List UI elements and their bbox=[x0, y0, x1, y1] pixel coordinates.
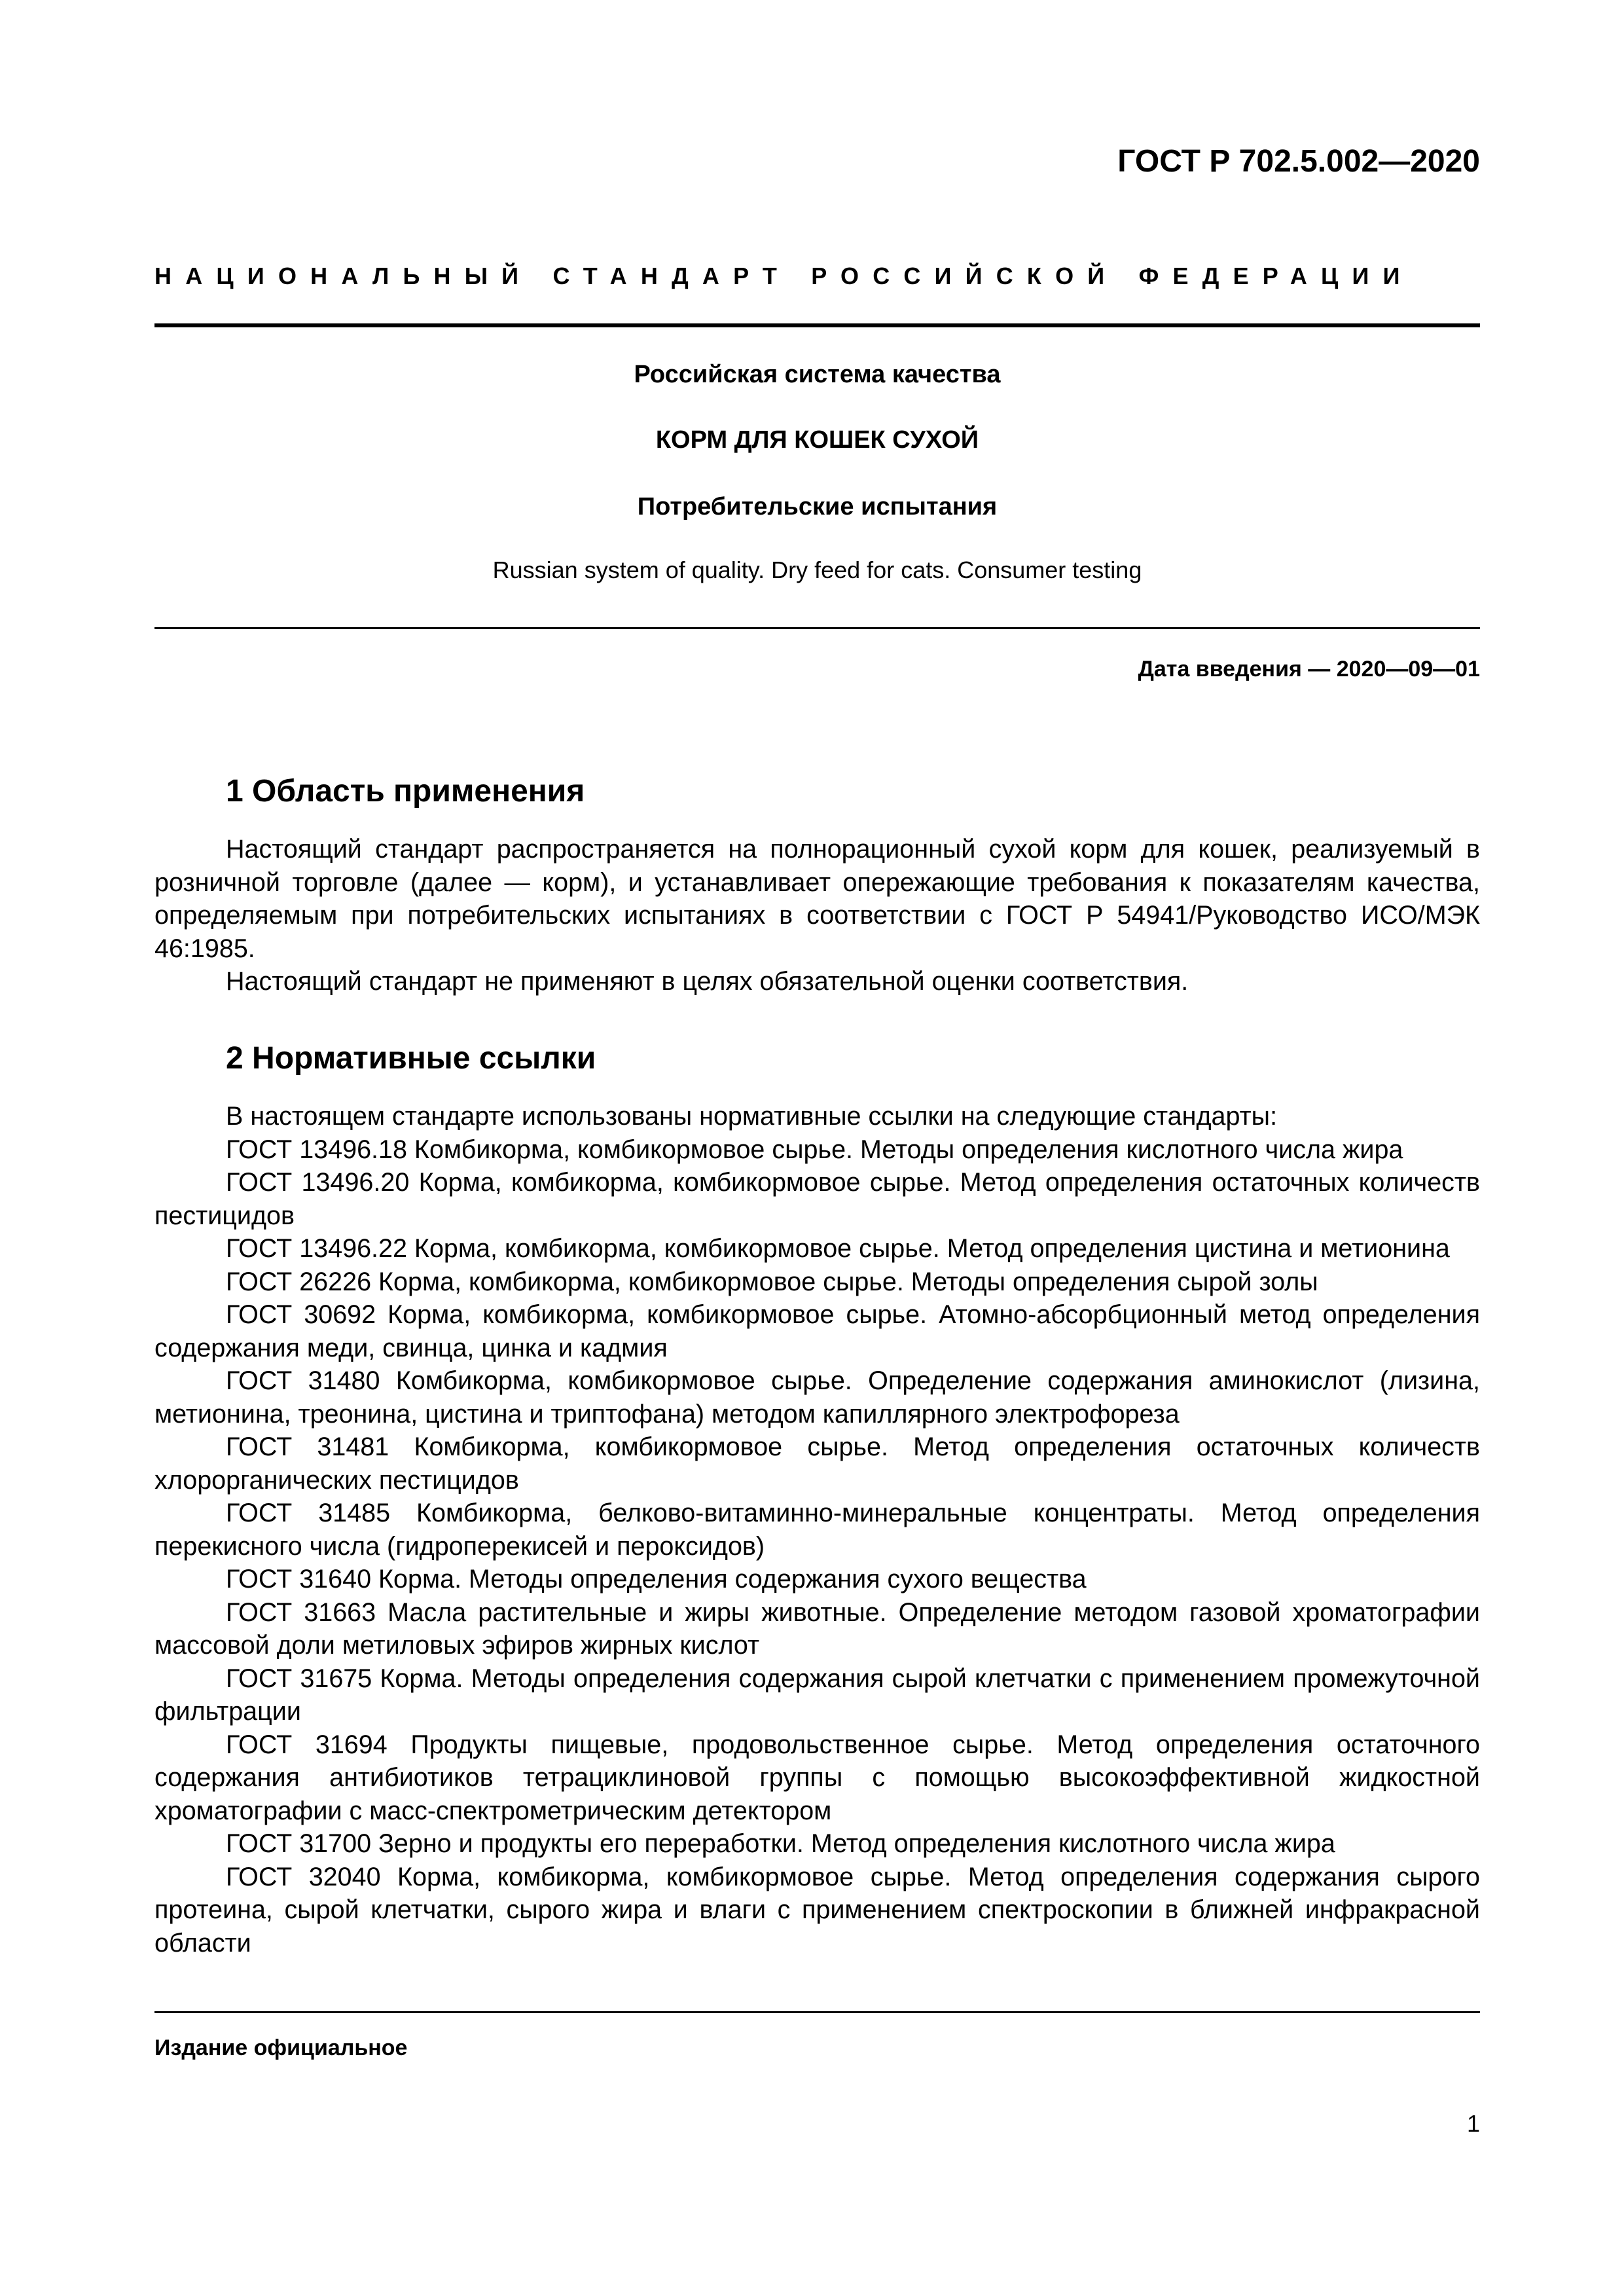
quality-system-title: Российская система качества bbox=[634, 361, 1001, 388]
reference-item: ГОСТ 31663 Масла растительные и жиры животные. Определение методом газовой хроматографии массовой доли метиловых эфиров жирных кислот bbox=[154, 1597, 1480, 1660]
footer-divider bbox=[154, 2011, 1480, 2013]
reference-item: ГОСТ 31481 Комбикорма, комбикормовое сырье. Метод определения остаточных количеств хлорорганических пестицидов bbox=[154, 1432, 1480, 1495]
document-number: ГОСТ Р 702.5.002—2020 bbox=[1117, 144, 1480, 179]
reference-item: ГОСТ 31485 Комбикорма, белково-витаминно-минеральные концентраты. Метод определения перекисного числа (гидроперекисей и пероксидов) bbox=[154, 1499, 1480, 1561]
reference-intro: В настоящем стандарте использованы нормативные ссылки на следующие стандарты: bbox=[226, 1102, 1278, 1131]
reference-item: ГОСТ 30692 Корма, комбикорма, комбикормовое сырье. Атомно-абсорбционный метод определения содержания меди, свинца, цинка и кадмия bbox=[154, 1300, 1480, 1362]
english-title: Russian system of quality. Dry feed for cats. Consumer testing bbox=[492, 556, 1142, 583]
section-1-paragraph: Настоящий стандарт не применяют в целях обязательной оценки соответствия. bbox=[226, 967, 1189, 996]
reference-item: ГОСТ 13496.22 Корма, комбикорма, комбикормовое сырье. Метод определения цистина и метионина bbox=[226, 1234, 1450, 1263]
section-2-heading: 2 Нормативные ссылки bbox=[226, 1041, 596, 1076]
document-subtitle: Потребительские испытания bbox=[637, 493, 998, 520]
section-1-body bbox=[154, 833, 1480, 998]
reference-item: ГОСТ 31700 Зерно и продукты его переработки. Метод определения кислотного числа жира bbox=[226, 1829, 1335, 1858]
reference-item: ГОСТ 31480 Комбикорма, комбикормовое сырье. Определение содержания аминокислот (лизина, метионина, треонина, цистина и триптофана) методом капиллярного электрофореза bbox=[154, 1366, 1480, 1429]
page-number: 1 bbox=[1466, 2110, 1480, 2137]
national-standard-title: НАЦИОНАЛЬНЫЙ СТАНДАРТ РОССИЙСКОЙ ФЕДЕРАЦИИ bbox=[154, 263, 1414, 289]
reference-item: ГОСТ 13496.20 Корма, комбикорма, комбикормовое сырье. Метод определения остаточных количеств пестицидов bbox=[154, 1168, 1480, 1230]
section-2-body bbox=[154, 1100, 1480, 1959]
reference-item: ГОСТ 32040 Корма, комбикорма, комбикормовое сырье. Метод определения содержания сырого протеина, сырой клетчатки, сырого жира и влаги с применением спектроскопии в ближней инфракрасной области bbox=[154, 1862, 1480, 1958]
product-title: КОРМ ДЛЯ КОШЕК СУХОЙ bbox=[655, 426, 979, 454]
title-divider bbox=[154, 627, 1480, 629]
section-1-heading: 1 Область применения bbox=[226, 774, 585, 809]
header-divider bbox=[154, 323, 1480, 327]
section-1-paragraph: Настоящий стандарт распространяется на полнорационный сухой корм для кошек, реализуемый в розничной торговле (далее — корм), и устанавливает опережающие требования к показателям качества, определяемым при потребительских испытаниях в соответствии с ГОСТ Р 54941/Руководство ИСО/МЭК 46:1985. bbox=[154, 835, 1480, 963]
reference-item: ГОСТ 13496.18 Комбикорма, комбикормовое сырье. Методы определения кислотного числа жира bbox=[226, 1135, 1403, 1164]
reference-item: ГОСТ 31694 Продукты пищевые, продовольственное сырье. Метод определения остаточного содержания антибиотиков тетрациклиновой группы с помощью высокоэффективной жидкостной хроматографии с масс-спектрометрическим детектором bbox=[154, 1730, 1480, 1825]
reference-item: ГОСТ 26226 Корма, комбикорма, комбикормовое сырье. Методы определения сырой золы bbox=[226, 1267, 1318, 1296]
reference-item: ГОСТ 31675 Корма. Методы определения содержания сырой клетчатки с применением промежуточной фильтрации bbox=[154, 1664, 1480, 1726]
introduction-date: Дата введения — 2020—09—01 bbox=[1138, 657, 1480, 682]
reference-item: ГОСТ 31640 Корма. Методы определения содержания сухого вещества bbox=[226, 1565, 1087, 1594]
official-edition-label: Издание официальное bbox=[154, 2035, 408, 2060]
